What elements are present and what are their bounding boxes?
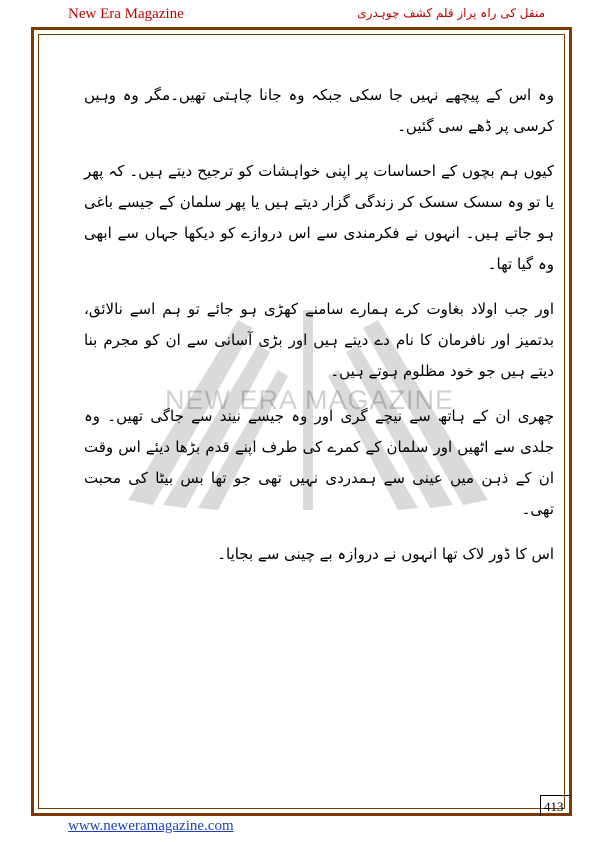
paragraph: اس کا ڈور لاک تھا انہوں نے دروازہ بے چینی سے بجایا۔: [217, 545, 554, 563]
paragraph: وہ اس کے پیچھے نہیں جا سکی جبکہ وہ جانا چاہتی تھیں۔مگر وہ وہیں کرسی پر ڈھے سی گئیں۔: [84, 86, 554, 135]
footer-website-link[interactable]: www.neweramagazine.com: [68, 818, 234, 834]
article-body: [84, 80, 554, 584]
paragraph: اور جب اولاد بغاوت کرے ہمارے سامنے کھڑی ہو جائے تو ہم اسے نالائق، بدتمیز اور نافرمان کا نام دے دیتے ہیں اور بڑی آسانی سے ان کو مجرم بنا دیتے ہیں جو خود مظلوم ہوتے ہیں۔: [84, 300, 554, 380]
paragraph: کیوں ہم بچوں کے احساسات پر اپنی خواہشات کو ترجیح دیتے ہیں۔ کہ پھر یا تو وہ سسک سسک کر زندگی گزار دیتے ہیں یا پھر سلمان کے جیسے باغی ہو جاتے ہیں۔ انہوں نے فکرمندی سے اس دروازے کو دیکھا جہاں سے ابھی وہ گیا تھا۔: [84, 162, 554, 273]
watermark-text: NEW ERA MAGAZINE: [165, 385, 455, 415]
page-number: 413: [544, 799, 564, 814]
magazine-name: New Era Magazine: [68, 6, 184, 22]
story-title: منقل کی راہ پراز قلم کشف چوہدری: [357, 6, 545, 20]
paragraph: چھری ان کے ہاتھ سے نیچے گری اور وہ جیسے نیند سے جاگی تھیں۔ وہ جلدی سے اٹھیں اور سلمان کے کمرے کی طرف اپنے قدم بڑھا دیئے اس وقت ان کے ذہن میں عینی سے ہمدردی نہیں تھی جو تھا بس بیٹا کی محبت تھی۔: [84, 407, 554, 518]
